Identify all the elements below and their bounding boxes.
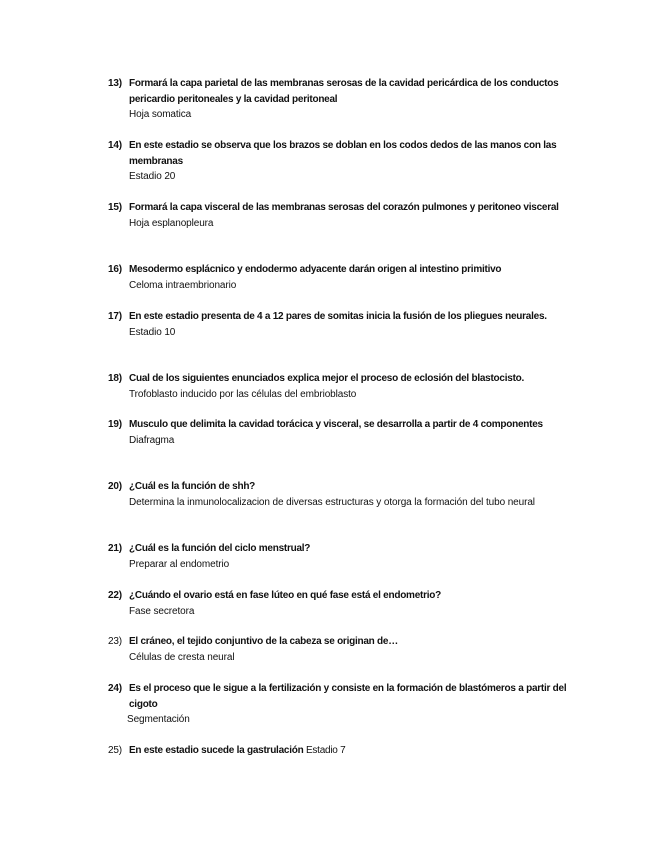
answer-text: Determina la inmunolocalizacion de diversas estructuras y otorga la formación del tubo neural [129, 496, 535, 508]
question-15 [108, 200, 578, 231]
question-14 [108, 138, 578, 185]
answer-text: Células de cresta neural [129, 651, 235, 663]
answer-text: Trofoblasto inducido por las células del embrioblasto [129, 388, 357, 400]
answer-text: Diafragma [129, 434, 175, 446]
answer-text: Estadio 10 [129, 326, 176, 338]
question-24 [108, 681, 578, 728]
question-text: Cual de los siguientes enunciados explica mejor el proceso de eclosión del blastocisto. [129, 373, 525, 384]
answer-text: Hoja somatica [129, 109, 192, 120]
answer-text: Estadio 20 [129, 171, 176, 182]
question-17 [108, 309, 578, 340]
question-20 [108, 479, 578, 510]
question-text: Musculo que delimita la cavidad torácica y visceral, se desarrolla a partir de 4 componentes [129, 419, 543, 430]
question-16 [108, 262, 578, 293]
question-25 [108, 743, 578, 759]
question-18 [108, 371, 578, 402]
question-text: En este estadio presenta de 4 a 12 pares de somitas inicia la fusión de los pliegues neurales. [129, 311, 547, 322]
answer-text: Estadio 7 [306, 745, 346, 756]
question-text: ¿Cuándo el ovario está en fase lúteo en qué fase está el endometrio? [129, 590, 441, 601]
question-number: 22) [108, 590, 122, 601]
question-number: 14) [108, 140, 122, 151]
answer-text: Fase secretora [129, 605, 195, 617]
question-number: 21) [108, 543, 122, 554]
question-number: 24) [108, 683, 122, 694]
question-number: 19) [108, 419, 122, 430]
answer-text: Segmentación [127, 714, 190, 725]
question-number: 23) [108, 636, 122, 647]
question-21 [108, 541, 578, 572]
question-text: En este estadio se observa que los brazos se doblan en los codos dedos de las manos con las membranas [129, 140, 557, 167]
answer-text: Celoma intraembrionario [129, 279, 237, 291]
question-22 [108, 588, 578, 619]
question-19 [108, 417, 578, 448]
answer-text: Preparar al endometrio [129, 558, 230, 570]
question-text: ¿Cuál es la función de shh? [129, 481, 256, 492]
question-number: 16) [108, 264, 122, 275]
question-number: 17) [108, 311, 122, 322]
question-number: 15) [108, 202, 122, 213]
question-text: En este estadio sucede la gastrulación [129, 745, 304, 756]
question-text: Mesodermo esplácnico y endodermo adyacente darán origen al intestino primitivo [129, 264, 502, 275]
question-number: 20) [108, 481, 122, 492]
question-text: Es el proceso que le sigue a la fertilización y consiste en la formación de blastómeros a partir del cigoto [129, 683, 567, 710]
question-number: 25) [108, 745, 122, 756]
question-text: ¿Cuál es la función del ciclo menstrual? [129, 543, 311, 554]
question-text: El cráneo, el tejido conjuntivo de la cabeza se originan de… [129, 636, 398, 647]
answer-text: Hoja esplanopleura [129, 217, 214, 229]
question-number: 18) [108, 373, 122, 384]
question-13 [108, 76, 578, 123]
question-number: 13) [108, 78, 122, 89]
question-text: Formará la capa parietal de las membranas serosas de la cavidad pericárdica de los conductos pericardio peritoneales y la cavidad peritoneal [129, 78, 559, 105]
question-23 [108, 634, 578, 665]
question-text: Formará la capa visceral de las membranas serosas del corazón pulmones y peritoneo visceral [129, 202, 559, 213]
